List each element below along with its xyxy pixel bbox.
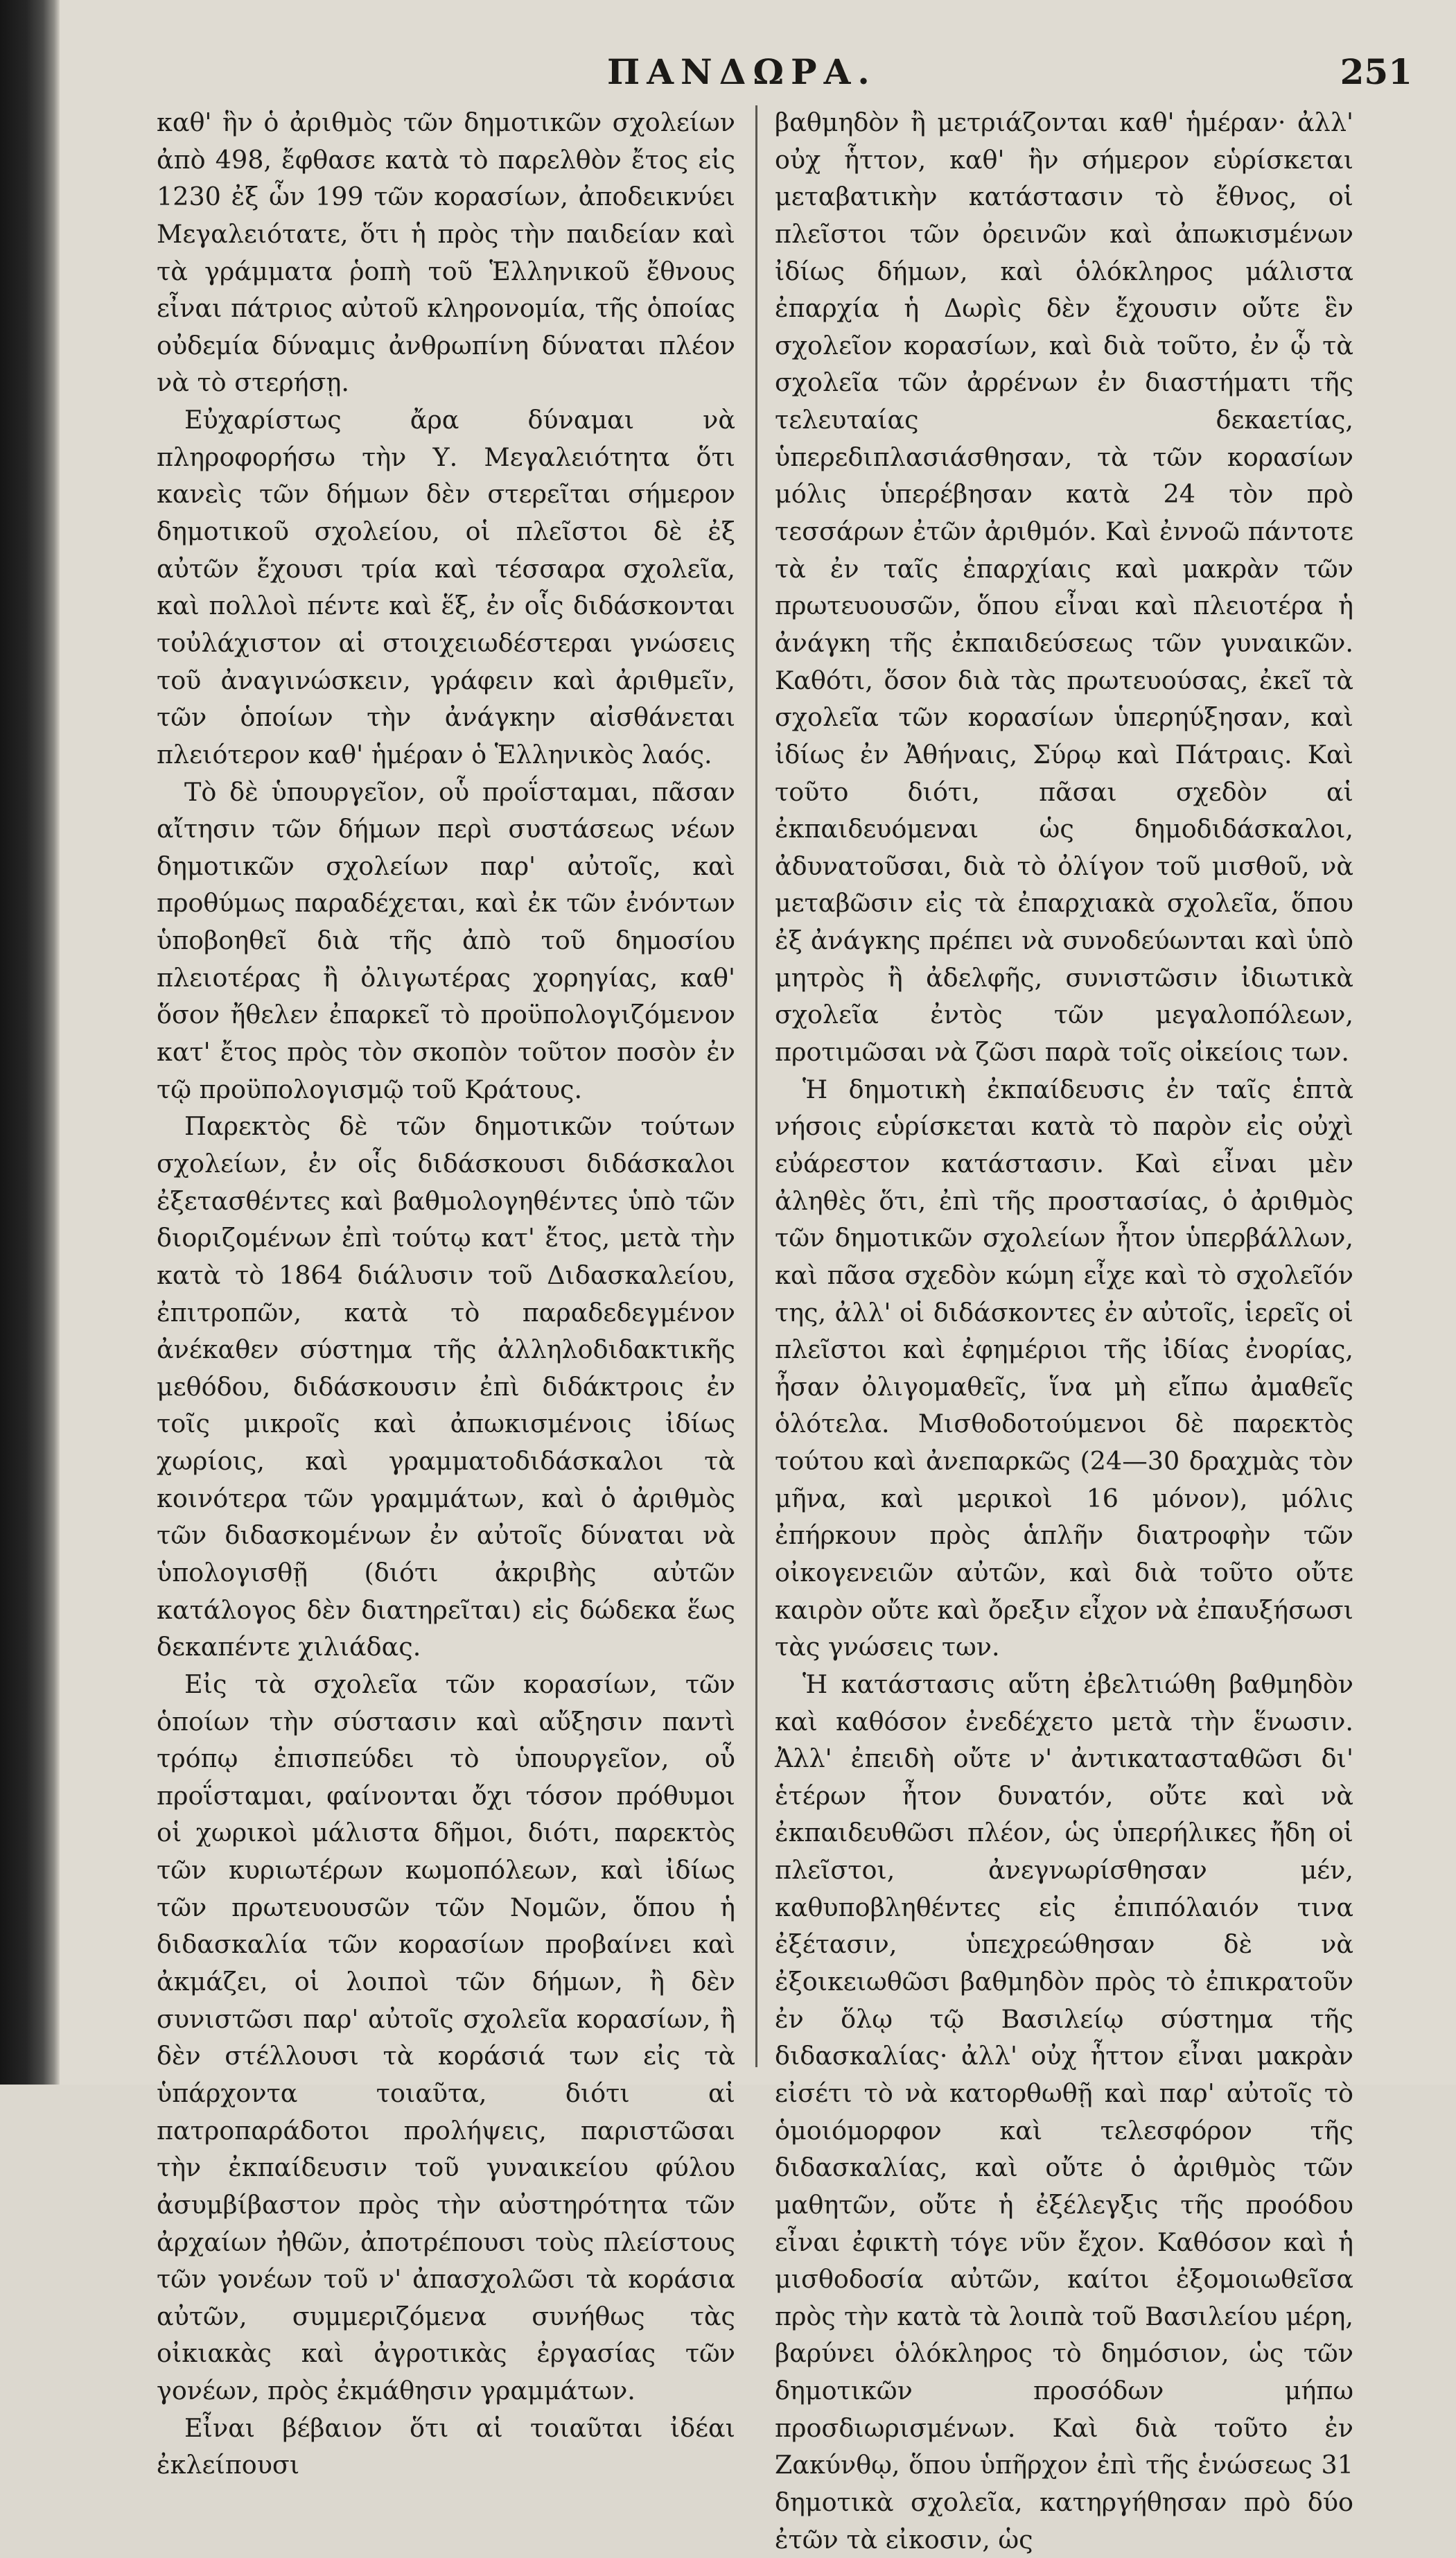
paragraph: Εἰς τὰ σχολεῖα τῶν κορασίων, τῶν ὁποίων τὴν σύστασιν καὶ αὔξησιν παντὶ τρόπῳ ἐπισπεύδει τὸ ὑπουργεῖον, οὗ προΐσταμαι, φαίνονται ὄχι τόσον πρόθυμοι οἱ χωρικοὶ μάλιστα δῆμοι, διότι, παρεκτὸς τῶν κυριωτέρων κωμοπόλεων, καὶ ἰδίως τῶν πρωτευουσῶν τῶν Νομῶν, ὅπου ἡ διδασκαλία τῶν κορασίων προβαίνει καὶ ἀκμάζει, οἱ λοιποὶ τῶν δήμων, ἢ δὲν συνιστῶσι παρ' αὐτοῖς σχολεῖα κορασίων, ἢ δὲν στέλλουσι τὰ κοράσιά των εἰς τὰ ὑπάρχοντα τοιαῦτα, διότι αἱ πατροπαράδοτοι προλήψεις, παριστῶσαι τὴν ἐκπαίδευσιν τοῦ γυναικείου φύλου ἀσυμβίβαστον πρὸς τὴν αὐστηρότητα τῶν ἀρχαίων ἠθῶν, ἀποτρέπουσι τοὺς πλείστους τῶν γονέων τοῦ ν' ἀπασχολῶσι τὰ κοράσια αὐτῶν, συμμεριζόμενα συνήθως τὰς οἰκιακὰς καὶ ἀγροτικὰς ἐργασίας τῶν γονέων, πρὸς ἐκμάθησιν γραμμάτων.	[157, 1669, 735, 2406]
page-header	[60, 51, 1456, 100]
paragraph: Τὸ δὲ ὑπουργεῖον, οὗ προΐσταμαι, πᾶσαν αἴτησιν τῶν δήμων περὶ συστάσεως νέων δημοτικῶν σχολείων παρ' αὐτοῖς, καὶ προθύμως παραδέχεται, καὶ ἐκ τῶν ἐνόντων ὑποβοηθεῖ διὰ τῆς ἀπὸ τοῦ δημοσίου πλειοτέρας ἢ ὀλιγωτέρας χορηγίας, καθ' ὅσον ἤθελεν ἐπαρκεῖ τὸ προϋπολογιζόμενον κατ' ἔτος πρὸς τὸν σκοπὸν τοῦτον ποσὸν ἐν τῷ προϋπολογισμῷ τοῦ Κράτους.	[157, 776, 735, 1104]
book-page	[60, 0, 1456, 2555]
running-title: ΠΑΝΔΩΡΑ.	[607, 51, 877, 92]
paragraph: Εὐχαρίστως ἄρα δύναμαι νὰ πληροφορήσω τὴν Υ. Μεγαλειότητα ὅτι κανεὶς τῶν δήμων δὲν στερεῖται σήμερον δημοτικοῦ σχολείου, οἱ πλεῖστοι δὲ ἐξ αὐτῶν ἔχουσι τρία καὶ τέσσαρα σχολεῖα, καὶ πολλοὶ πέντε καὶ ἕξ, ἐν οἷς διδάσκονται τοὐλάχιστον αἱ στοιχειωδέστεραι γνώσεις τοῦ ἀναγινώσκειν, γράφειν καὶ ἀριθμεῖν, τῶν ὁποίων τὴν ἀνάγκην αἰσθάνεται πλειότερον καθ' ἡμέραν ὁ Ἑλληνικὸς λαός.	[157, 405, 735, 769]
page-number: 251	[1340, 51, 1412, 92]
paragraph: Παρεκτὸς δὲ τῶν δημοτικῶν τούτων σχολείων, ἐν οἷς διδάσκουσι διδάσκαλοι ἐξετασθέντες καὶ βαθμολογηθέντες ὑπὸ τῶν διοριζομένων ἐπὶ τούτῳ κατ' ἔτος, μετὰ τὴν κατὰ τὸ 1864 διάλυσιν τοῦ Διδασκαλείου, ἐπιτροπῶν, κατὰ τὸ παραδεδεγμένον ἀνέκαθεν σύστημα τῆς ἀλληλοδιδακτικῆς μεθόδου, διδάσκουσιν ἐπὶ διδάκτροις ἐν τοῖς μικροῖς καὶ ἀπωκισμένοις ἰδίως χωρίοις, καὶ γραμματοδιδάσκαλοι τὰ κοινότερα τῶν γραμμάτων, καὶ ὁ ἀριθμὸς τῶν διδασκομένων ἐν αὐτοῖς δύναται νὰ ὑπολογισθῇ (διότι ἀκριβὴς αὐτῶν κατάλογος δὲν διατηρεῖται) εἰς δώδεκα ἕως δεκαπέντε χιλιάδας.	[157, 1111, 735, 1662]
right-column	[775, 104, 1353, 2558]
paragraph: Εἶναι βέβαιον ὅτι αἱ τοιαῦται ἰδέαι ἐκλείπουσι	[157, 2412, 735, 2480]
left-column	[157, 104, 735, 2484]
paragraph: Ἡ δημοτικὴ ἐκπαίδευσις ἐν ταῖς ἑπτὰ νήσοις εὑρίσκεται κατὰ τὸ παρὸν εἰς οὐχὶ εὐάρεστον κατάστασιν. Καὶ εἶναι μὲν ἀληθὲς ὅτι, ἐπὶ τῆς προστασίας, ὁ ἀριθμὸς τῶν δημοτικῶν σχολείων ἦτον ὑπερβάλλων, καὶ πᾶσα σχεδὸν κώμη εἶχε καὶ τὸ σχολεῖόν της, ἀλλ' οἱ διδάσκοντες ἐν αὐτοῖς, ἱερεῖς οἱ πλεῖστοι καὶ ἐφημέριοι τῆς ἰδίας ἐνορίας, ἦσαν ὀλιγομαθεῖς, ἵνα μὴ εἴπω ἀμαθεῖς ὁλότελα. Μισθοδοτούμενοι δὲ παρεκτὸς τούτου καὶ ἀνεπαρκῶς (24—30 δραχμὰς τὸν μῆνα, καὶ μερικοὶ 16 μόνον), μόλις ἐπήρκουν πρὸς ἁπλῆν διατροφὴν τῶν οἰκογενειῶν αὐτῶν, καὶ διὰ τοῦτο οὔτε καιρὸν οὔτε καὶ ὄρεξιν εἶχον νὰ ἐπαυξήσωσι τὰς γνώσεις των.	[775, 1074, 1353, 1662]
paragraph: Ἡ κατάστασις αὕτη ἐβελτιώθη βαθμηδὸν καὶ καθόσον ἐνεδέχετο μετὰ τὴν ἕνωσιν. Ἀλλ' ἐπειδὴ οὔτε ν' ἀντικατασταθῶσι δι' ἑτέρων ἦτον δυνατόν, οὔτε καὶ νὰ ἐκπαιδευθῶσι πλέον, ὡς ὑπερήλικες ἤδη οἱ πλεῖστοι, ἀνεγνωρίσθησαν μέν, καθυποβληθέντες εἰς ἐπιπόλαιόν τινα ἐξέτασιν, ὑπεχρεώθησαν δὲ νὰ ἐξοικειωθῶσι βαθμηδὸν πρὸς τὸ ἐπικρατοῦν ἐν ὅλῳ τῷ Βασιλείῳ σύστημα τῆς διδασκαλίας· ἀλλ' οὐχ ἧττον εἶναι μακρὰν εἰσέτι τὸ νὰ κατορθωθῇ καὶ παρ' αὐτοῖς τὸ ὁμοιόμορφον καὶ τελεσφόρον τῆς διδασκαλίας, καὶ οὔτε ὁ ἀριθμὸς τῶν μαθητῶν, οὔτε ἡ ἐξέλεγξις τῆς προόδου εἶναι ἐφικτὴ τόγε νῦν ἔχον. Καθόσον καὶ ἡ μισθοδοσία αὐτῶν, καίτοι ἐξομοιωθεῖσα πρὸς τὴν κατὰ τὰ λοιπὰ τοῦ Βασιλείου μέρη, βαρύνει ὁλόκληρος τὸ δημόσιον, ὡς τῶν δημοτικῶν προσόδων μήπω προσδιωρισμένων. Καὶ διὰ τοῦτο ἐν Ζακύνθῳ, ὅπου ὑπῆρχον ἐπὶ τῆς ἑνώσεως 31 δημοτικὰ σχολεῖα, κατηργήθησαν πρὸ δύο ἐτῶν τὰ εἰκοσιν, ὡς	[775, 1669, 1353, 2555]
paragraph: καθ' ἣν ὁ ἀριθμὸς τῶν δημοτικῶν σχολείων ἀπὸ 498, ἔφθασε κατὰ τὸ παρελθὸν ἔτος εἰς 1230 ἐξ ὧν 199 τῶν κορασίων, ἀποδεικνύει Μεγαλειότατε, ὅτι ἡ πρὸς τὴν παιδείαν καὶ τὰ γράμματα ῥοπὴ τοῦ Ἑλληνικοῦ ἔθνους εἶναι πάτριος αὐτοῦ κληρονομία, τῆς ὁποίας οὐδεμία δύναμις ἀνθρωπίνη δύναται πλέον νὰ τὸ στερήσῃ.	[157, 107, 735, 398]
paragraph: βαθμηδὸν ἢ μετριάζονται καθ' ἡμέραν· ἀλλ' οὐχ ἧττον, καθ' ἣν σήμερον εὑρίσκεται μεταβατικὴν κατάστασιν τὸ ἔθνος, οἱ πλεῖστοι τῶν ὀρεινῶν καὶ ἀπωκισμένων ἰδίως δήμων, καὶ ὁλόκληρος μάλιστα ἐπαρχία ἡ Δωρὶς δὲν ἔχουσιν οὔτε ἓν σχολεῖον κορασίων, καὶ διὰ τοῦτο, ἐν ᾧ τὰ σχολεῖα τῶν ἀρρένων ἐν διαστήματι τῆς τελευταίας δεκαετίας, ὑπερεδιπλασιάσθησαν, τὰ τῶν κορασίων μόλις ὑπερέβησαν κατὰ 24 τὸν πρὸ τεσσάρων ἐτῶν ἀριθμόν. Καὶ ἐννοῶ πάντοτε τὰ ἐν ταῖς ἐπαρχίαις καὶ μακρὰν τῶν πρωτευουσῶν, ὅπου εἶναι καὶ πλειοτέρα ἡ ἀνάγκη τῆς ἐκπαιδεύσεως τῶν γυναικῶν. Καθότι, ὅσον διὰ τὰς πρωτευούσας, ἐκεῖ τὰ σχολεῖα τῶν κορασίων ὑπερηύξησαν, καὶ ἰδίως ἐν Ἀθήναις, Σύρῳ καὶ Πάτραις. Καὶ τοῦτο διότι, πᾶσαι σχεδὸν αἱ ἐκπαιδευόμεναι ὡς δημοδιδάσκαλοι, ἀδυνατοῦσαι, διὰ τὸ ὀλίγον τοῦ μισθοῦ, νὰ μεταβῶσιν εἰς τὰ ἐπαρχιακὰ σχολεῖα, ὅπου ἐξ ἀνάγκης πρέπει νὰ συνοδεύωνται καὶ ὑπὸ μητρὸς ἢ ἀδελφῆς, συνιστῶσιν ἰδιωτικὰ σχολεῖα ἐντὸς τῶν μεγαλοπόλεων, προτιμῶσαι νὰ ζῶσι παρὰ τοῖς οἰκείοις των.	[775, 107, 1353, 1068]
book-binding-shadow	[0, 0, 60, 2085]
column-divider	[755, 105, 757, 2067]
